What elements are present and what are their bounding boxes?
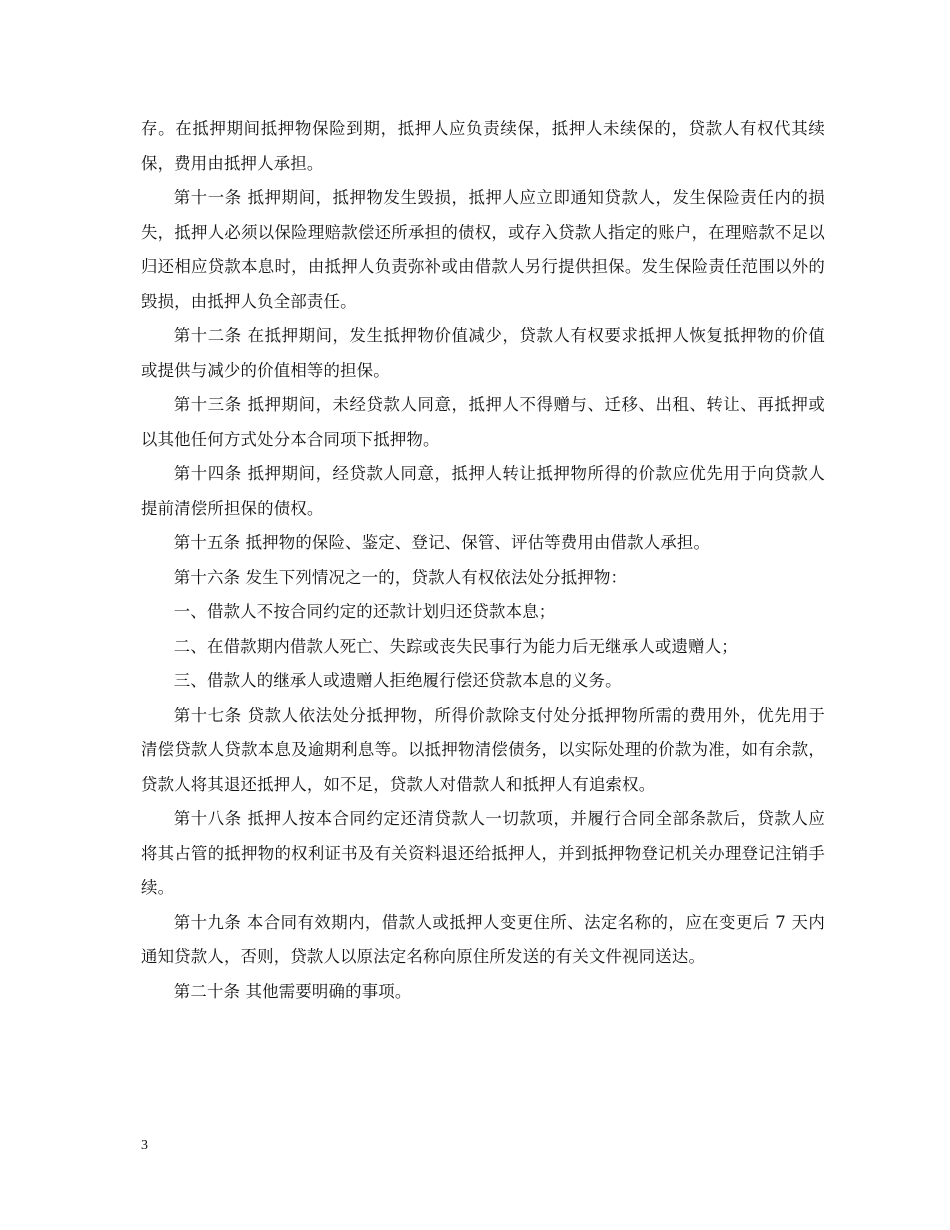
clause-15: 第十五条 抵押物的保险、鉴定、登记、保管、评估等费用由借款人承担。 bbox=[173, 533, 711, 552]
clause-16-item-1: 一、借款人不按合同约定的还款计划归还贷款本息； bbox=[173, 602, 556, 621]
clause-20: 第二十条 其他需要明确的事项。 bbox=[173, 981, 412, 1001]
clause-11: 第十一条 抵押期间，抵押物发生毁损，抵押人应立即通知贷款人，发生保险责任内的损失，抵押人必须以保险理赔款偿还所承担的债权，或存入贷款人指定的账户，在理赔款不足以归还相应贷款本息时，由抵押人负责弥补或由借款人另行提供担保。发生保险责任范围以外的毁损，由抵押人负全部责任。 bbox=[141, 188, 825, 311]
clause-16: 第十六条 发生下列情况之一的，贷款人有权依法处分抵押物： bbox=[173, 567, 628, 587]
contract-body bbox=[141, 112, 825, 1009]
clause-16-item-3: 三、借款人的继承人或遗赠人拒绝履行偿还贷款本息的义务。 bbox=[173, 671, 622, 690]
page-number: 3 bbox=[141, 1138, 148, 1153]
clause-13: 第十三条 抵押期间，未经贷款人同意，抵押人不得赠与、迁移、出租、转让、再抵押或以其他任何方式处分本合同项下抵押物。 bbox=[141, 395, 825, 449]
clause-12: 第十二条 在抵押期间，发生抵押物价值减少，贷款人有权要求抵押人恢复抵押物的价值或提供与减少的价值相等的担保。 bbox=[141, 326, 825, 380]
paragraph-continuation: 存。在抵押期间抵押物保险到期，抵押人应负责续保，抵押人未续保的，贷款人有权代其续保，费用由抵押人承担。 bbox=[141, 119, 825, 173]
clause-16-item-2: 二、在借款期内借款人死亡、失踪或丧失民事行为能力后无继承人或遗赠人； bbox=[173, 636, 738, 656]
clause-14: 第十四条 抵押期间，经贷款人同意，抵押人转让抵押物所得的价款应优先用于向贷款人提前清偿所担保的债权。 bbox=[141, 464, 825, 518]
clause-17: 第十七条 贷款人依法处分抵押物，所得价款除支付处分抵押物所需的费用外，优先用于清偿贷款人贷款本息及逾期利息等。以抵押物清偿债务，以实际处理的价款为准，如有余款，贷款人将其退还抵押人，如不足，贷款人对借款人和抵押人有追索权。 bbox=[141, 705, 825, 794]
clause-18: 第十八条 抵押人按本合同约定还清贷款人一切款项，并履行合同全部条款后，贷款人应将其占管的抵押物的权利证书及有关资料退还给抵押人，并到抵押物登记机关办理登记注销手续。 bbox=[141, 809, 825, 897]
clause-19: 第十九条 本合同有效期内，借款人或抵押人变更住所、法定名称的，应在变更后 7 天内通知贷款人，否则，贷款人以原法定名称向原住所发送的有关文件视同送达。 bbox=[141, 912, 825, 966]
